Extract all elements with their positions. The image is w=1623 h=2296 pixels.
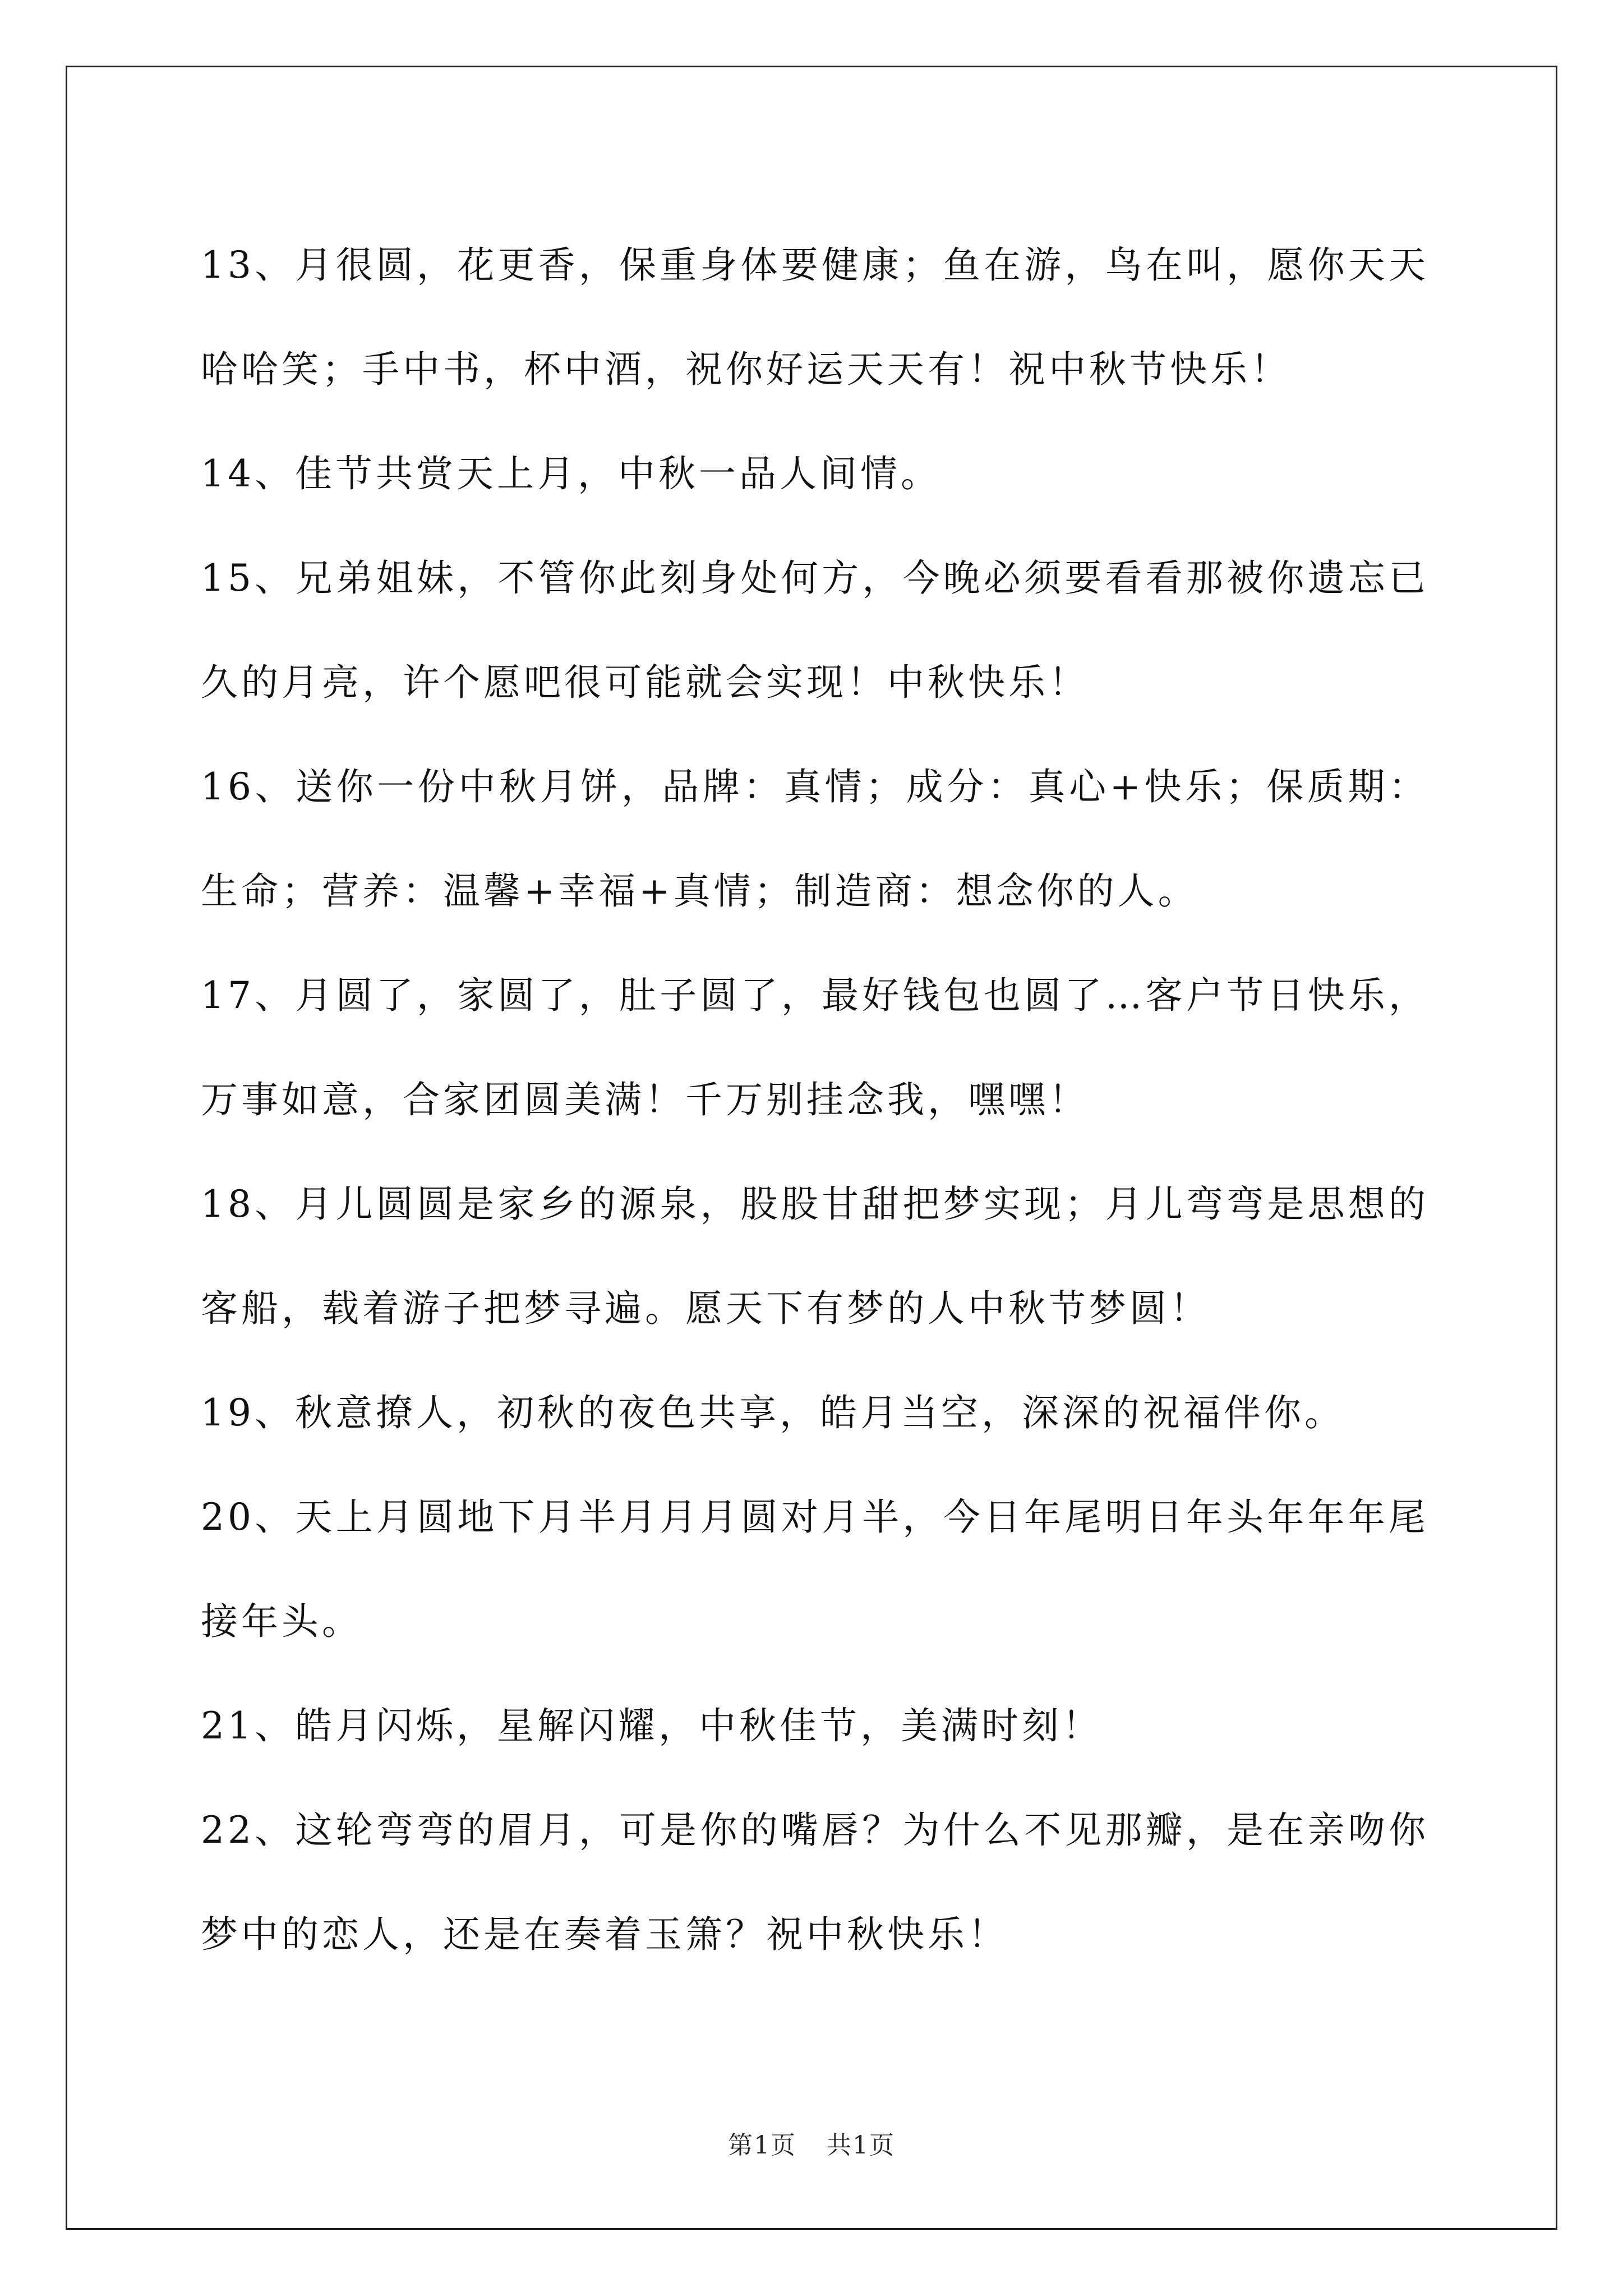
paragraph-18: 18、月儿圆圆是家乡的源泉，股股甘甜把梦实现；月儿弯弯是思想的客船，载着游子把梦寻遍。愿天下有梦的人中秋节梦圆！ <box>201 1182 1429 1330</box>
paragraph-14: 14、佳节共赏天上月，中秋一品人间情。 <box>201 452 941 495</box>
paragraph-13: 13、月很圆，花更香，保重身体要健康；鱼在游，鸟在叫，愿你天天哈哈笑；手中书，杯中酒，祝你好运天天有！祝中秋节快乐！ <box>201 243 1429 391</box>
document-body <box>201 213 1429 1987</box>
paragraph-20: 20、天上月圆地下月半月月月圆对月半，今日年尾明日年头年年年尾接年头。 <box>201 1496 1429 1643</box>
paragraph-19: 19、秋意撩人，初秋的夜色共享，皓月当空，深深的祝福伴你。 <box>201 1391 1345 1434</box>
paragraph-15: 15、兄弟姐妹，不管你此刻身处何方，今晚必须要看看那被你遗忘已久的月亮，许个愿吧很可能就会实现！中秋快乐！ <box>201 556 1429 704</box>
page-footer <box>0 2125 1623 2161</box>
paragraph-17: 17、月圆了，家圆了，肚子圆了，最好钱包也圆了…客户节日快乐，万事如意，合家团圆美满！千万别挂念我，嘿嘿！ <box>201 974 1429 1121</box>
page-number: 第1页 <box>728 2131 796 2160</box>
page-total: 共1页 <box>827 2131 895 2160</box>
paragraph-21: 21、皓月闪烁，星解闪耀，中秋佳节，美满时刻！ <box>201 1704 1103 1747</box>
paragraph-16: 16、送你一份中秋月饼，品牌：真情；成分：真心+快乐；保质期：生命；营养：温馨+幸福+真情；制造商：想念你的人。 <box>201 765 1429 913</box>
paragraph-22: 22、这轮弯弯的眉月，可是你的嘴唇？为什么不见那瓣，是在亲吻你梦中的恋人，还是在奏着玉箫？祝中秋快乐！ <box>201 1809 1429 1956</box>
